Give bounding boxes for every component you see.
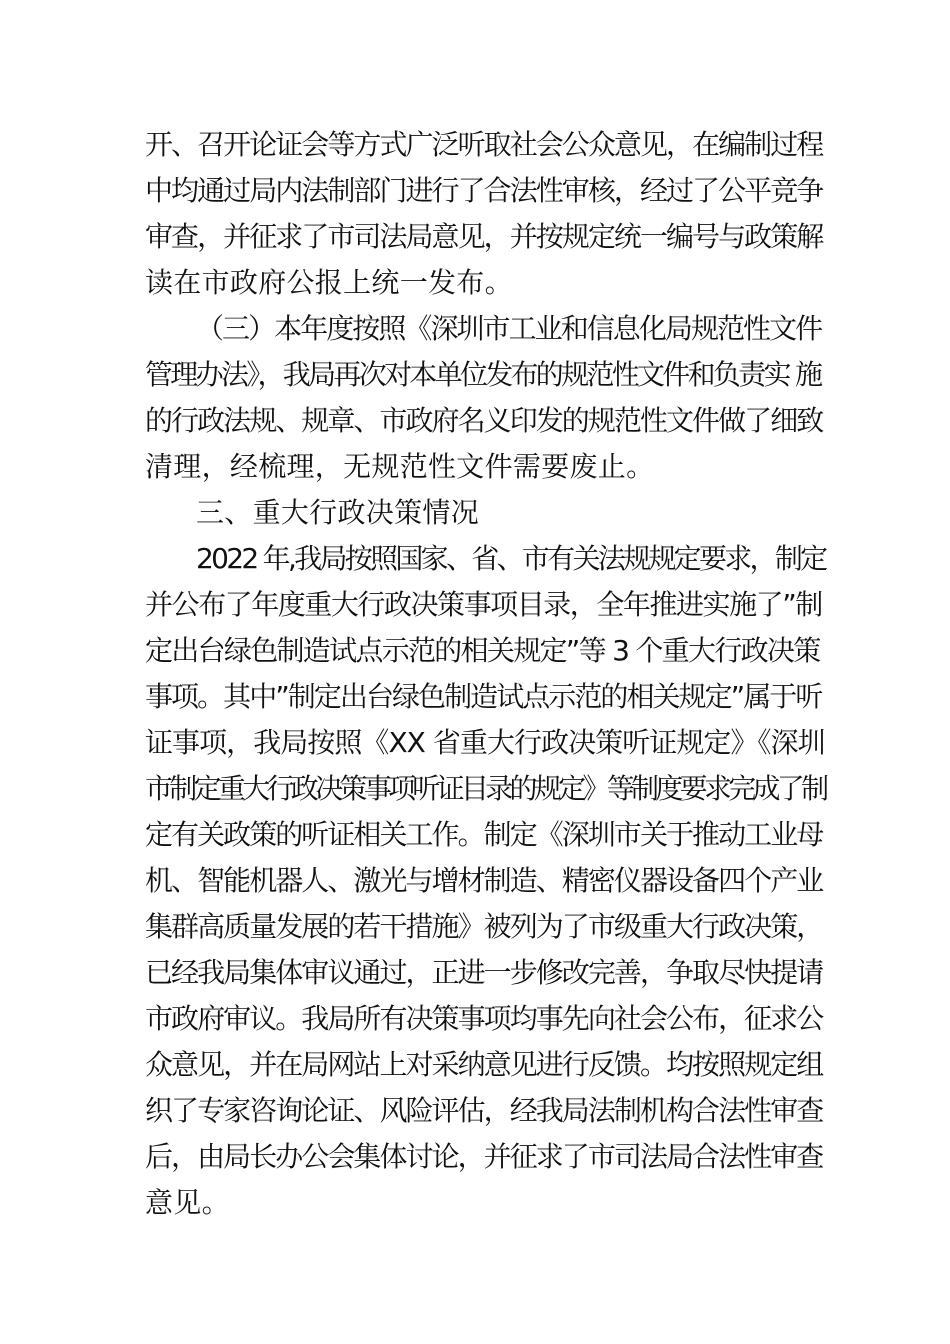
section-heading: 三、重大行政决策情况 — [196, 496, 480, 529]
paragraph-line: 集群高质量发展的若干措施》被列为了市级重大行政决策， — [145, 910, 823, 943]
paragraph-line: 读在市政府公报上统一发布。 — [145, 266, 513, 299]
paragraph-line: 的行政法规、规章、市政府名义印发的规范性文件做了细致 — [145, 404, 823, 437]
paragraph-line: 审查，并征求了市司法局意见，并按规定统一编号与政策解 — [145, 220, 823, 253]
paragraph-line: 开、召开论证会等方式广泛听取社会公众意见，在编制过程 — [145, 128, 823, 161]
paragraph-line: 事项。其中”制定出台绿色制造试点示范的相关规定”属于听 — [145, 680, 822, 713]
paragraph-line: 众意见，并在局网站上对采纳意见进行反馈。均按照规定组 — [145, 1048, 823, 1081]
paragraph-line: 机、智能机器人、激光与增材制造、精密仪器设备四个产业 — [145, 864, 823, 897]
paragraph-line: 后，由局长办公会集体讨论，并征求了市司法局合法性审查 — [145, 1140, 823, 1173]
paragraph-line: 2022 年,我局按照国家、省、市有关法规规定要求，制定 — [196, 542, 826, 575]
paragraph-line: 市制定重大行政决策事项听证目录的规定》等制度要求完成了制 — [145, 772, 826, 805]
paragraph-line: 清理，经梳理，无规范性文件需要废止。 — [145, 450, 655, 483]
paragraph-line: 意见。 — [145, 1186, 230, 1219]
paragraph-line: 市政府审议。我局所有决策事项均事先向社会公布，征求公 — [145, 1002, 823, 1035]
paragraph-line: 管理办法》，我局再次对本单位发布的规范性文件和负责实 施 — [145, 358, 821, 391]
paragraph-line: 织了专家咨询论证、风险评估，经我局法制机构合法性审查 — [145, 1094, 823, 1127]
paragraph-line: 已经我局集体审议通过，正进一步修改完善，争取尽快提请 — [145, 956, 823, 989]
paragraph-line: 定有关政策的听证相关工作。制定《深圳市关于推动工业母 — [145, 818, 823, 851]
paragraph-line: 定出台绿色制造试点示范的相关规定”等 3 个重大行政决策 — [145, 634, 820, 667]
paragraph-line: 并公布了年度重大行政决策事项目录，全年推进实施了”制 — [145, 588, 822, 621]
paragraph-line: 证事项，我局按照《XX 省重大行政决策听证规定》《深圳 — [145, 726, 825, 759]
paragraph-line: 中均通过局内法制部门进行了合法性审核，经过了公平竞争 — [145, 174, 823, 207]
paragraph-line: （三）本年度按照《深圳市工业和信息化局规范性文件 — [196, 312, 822, 345]
